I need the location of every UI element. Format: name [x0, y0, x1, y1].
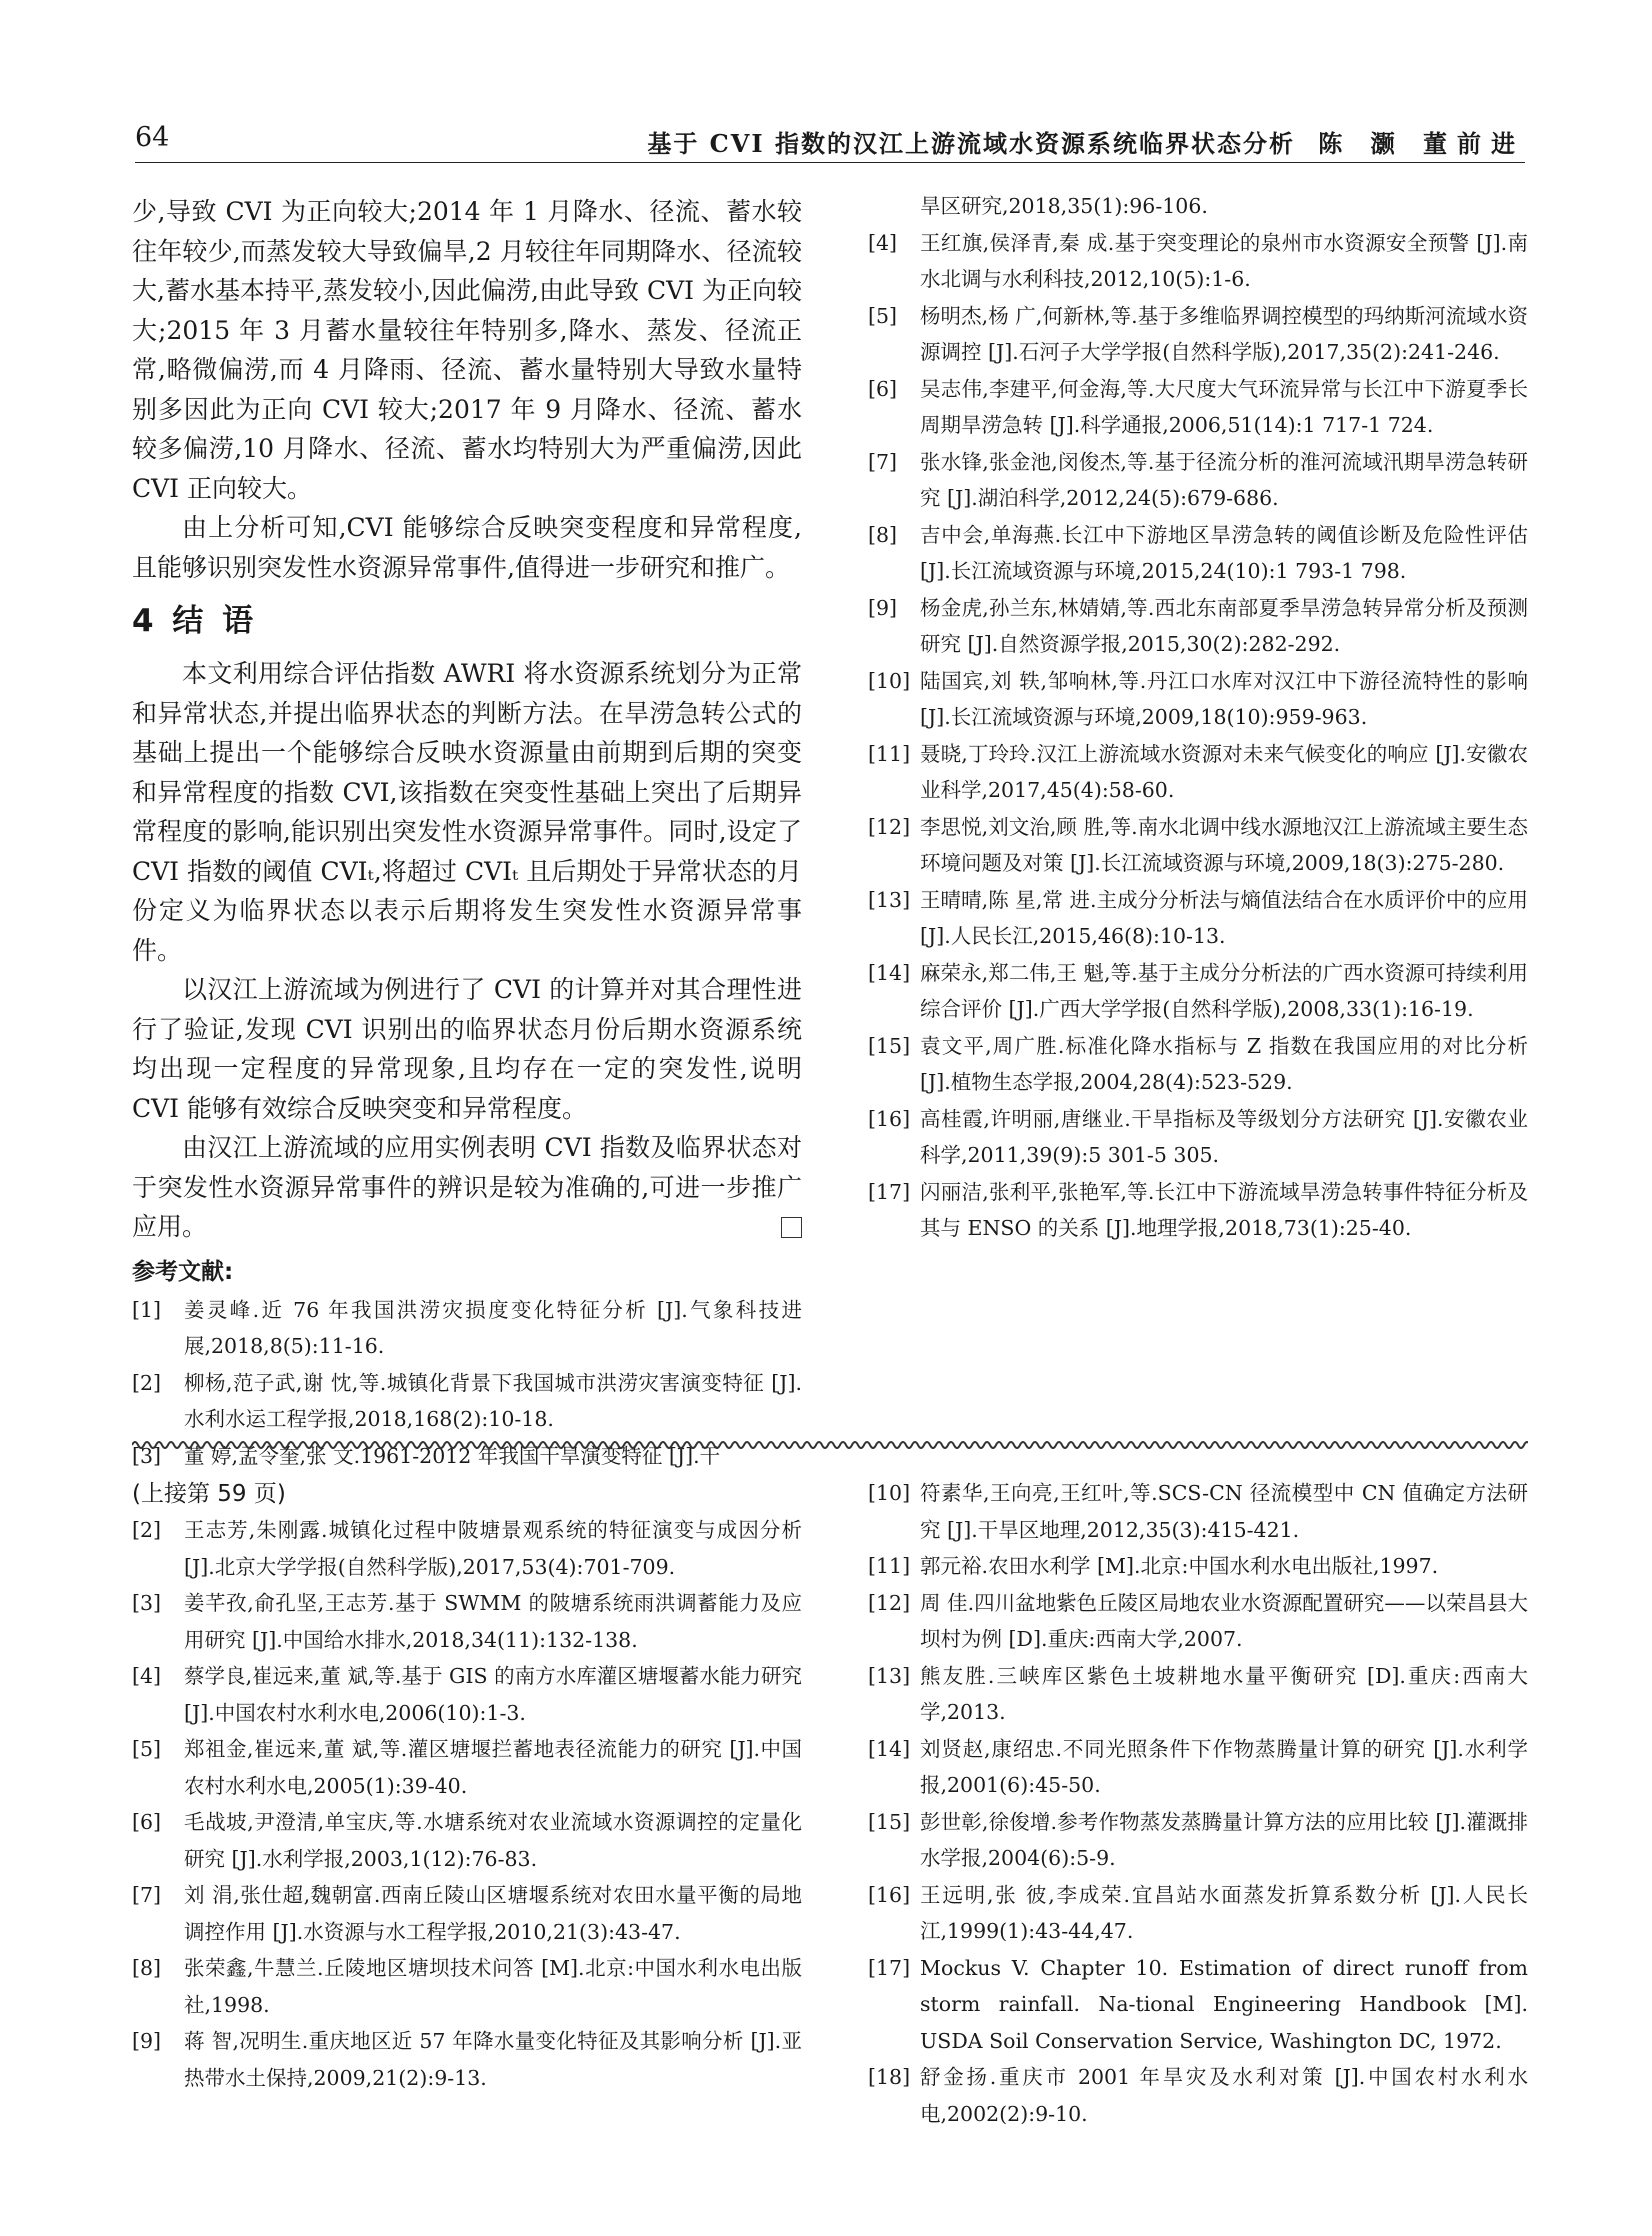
body-paragraph — [132, 1128, 802, 1247]
continuation-left-column — [132, 1475, 802, 2096]
reference-text: 王志芳,朱刚露.城镇化过程中陂塘景观系统的特征演变与成因分析 [J].北京大学学报(自然科学版),2017,53(4):701-709. — [184, 1518, 802, 1579]
reference-number: [9] — [868, 595, 898, 620]
reference-text: 聂晓,丁玲玲.汉江上游流域水资源对未来气候变化的响应 [J].安徽农业科学,2017,45(4):58-60. — [920, 741, 1528, 802]
body-paragraph: 以汉江上游流域为例进行了 CVI 的计算并对其合理性进行了验证,发现 CVI 识别出的临界状态月份后期水资源系统均出现一定程度的异常现象,且均存在一定的突发性,说明 CVI 能够有效综合反映突变和异常程度。 — [132, 975, 802, 1123]
reference-number: [17] — [868, 1179, 911, 1204]
reference-number: [11] — [868, 1554, 911, 1578]
reference-text: 毛战坡,尹澄清,单宝庆,等.水塘系统对农业流域水资源调控的定量化研究 [J].水利学报,2003,1(12):76-83. — [184, 1810, 802, 1871]
references-list — [132, 1512, 802, 2096]
page-number: 64 — [135, 122, 170, 153]
reference-text: 姜灵峰.近 76 年我国洪涝灾损度变化特征分析 [J].气象科技进展,2018,8(5):11-16. — [184, 1297, 802, 1358]
reference-text: 董 婷,孟令奎,张 文.1961-2012 年我国干旱演变特征 [J].干 — [184, 1443, 721, 1468]
reference-text: 杨明杰,杨 广,何新林,等.基于多维临界调控模型的玛纳斯河流域水资源调控 [J].石河子大学学报(自然科学版),2017,35(2):241-246. — [920, 303, 1528, 364]
reference-number: [15] — [868, 1033, 911, 1058]
body-paragraph: 由上分析可知,CVI 能够综合反映突变程度和异常程度,且能够识别突发性水资源异常事件,值得进一步研究和推广。 — [132, 513, 802, 582]
section-title: 4 结 语 — [132, 603, 258, 639]
reference-item — [868, 1731, 1528, 1804]
continuation-right-column — [868, 1475, 1528, 2132]
reference-number: [2] — [132, 1370, 162, 1395]
reference-number: [15] — [868, 1809, 911, 1834]
reference-text: 吴志伟,李建平,何金海,等.大尺度大气环流异常与长江中下游夏季长周期旱涝急转 [J].科学通报,2006,51(14):1 717-1 724. — [920, 376, 1528, 437]
reference-number: [10] — [868, 668, 911, 693]
reference-text: 郑祖金,崔远来,董 斌,等.灌区塘堰拦蓄地表径流能力的研究 [J].中国农村水利水电,2005(1):39-40. — [184, 1737, 802, 1798]
reference-item — [868, 1804, 1528, 1877]
body-paragraph-text: 由汉江上游流域的应用实例表明 CVI 指数及临界状态对于突发性水资源异常事件的辨识是较为准确的,可进一步推广应用。 — [132, 1133, 802, 1241]
reference-text: 杨金虎,孙兰东,林婧婧,等.西北东南部夏季旱涝急转异常分析及预测研究 [J].自然资源学报,2015,30(2):282-292. — [920, 595, 1528, 656]
reference-item — [868, 1585, 1528, 1658]
reference-item — [868, 1174, 1528, 1247]
running-title: 基于 CVI 指数的汉江上游流域水资源系统临界状态分析 — [647, 129, 1295, 158]
reference-item — [868, 1658, 1528, 1731]
wavy-divider — [132, 1436, 1528, 1454]
continuation-title: (上接第 59 页) — [132, 1481, 286, 1507]
reference-item — [868, 736, 1528, 809]
reference-item — [132, 1585, 802, 1658]
reference-item — [132, 2023, 802, 2096]
reference-text: 蔡学良,崔远来,董 斌,等.基于 GIS 的南方水库灌区塘堰蓄水能力研究 [J].中国农村水利水电,2006(10):1-3. — [184, 1664, 802, 1725]
reference-item — [868, 188, 1528, 225]
reference-text: 李思悦,刘文治,顾 胜,等.南水北调中线水源地汉江上游流域主要生态环境问题及对策 [J].长江流域资源与环境,2009,18(3):275-280. — [920, 814, 1528, 875]
references-list — [868, 188, 1528, 1247]
reference-number: [3] — [132, 1443, 162, 1468]
reference-text: 闪丽洁,张利平,张艳军,等.长江中下游流域旱涝急转事件特征分析及其与 ENSO 的关系 [J].地理学报,2018,73(1):25-40. — [920, 1179, 1528, 1240]
reference-text: 麻荣永,郑二伟,王 魁,等.基于主成分分析法的广西水资源可持续利用综合评价 [J].广西大学学报(自然科学版),2008,33(1):16-19. — [920, 960, 1528, 1021]
reference-number: [4] — [132, 1664, 162, 1688]
reference-item — [132, 1365, 802, 1438]
end-of-article-mark — [781, 1217, 802, 1238]
reference-item — [868, 1028, 1528, 1101]
reference-text: 旱区研究,2018,35(1):96-106. — [920, 194, 1208, 218]
reference-item — [868, 2059, 1528, 2132]
reference-text: 熊友胜.三峡库区紫色土坡耕地水量平衡研究 [D].重庆:西南大学,2013. — [920, 1663, 1528, 1724]
reference-text: 蒋 智,况明生.重庆地区近 57 年降水量变化特征及其影响分析 [J].亚热带水土保持,2009,21(2):9-13. — [184, 2029, 802, 2090]
reference-text: 吉中会,单海燕.长江中下游地区旱涝急转的阈值诊断及危险性评估 [J].长江流域资源与环境,2015,24(10):1 793-1 798. — [920, 522, 1528, 583]
reference-number: [14] — [868, 1736, 911, 1761]
reference-number: [16] — [868, 1882, 911, 1907]
reference-text: 舒金扬.重庆市 2001 年旱灾及水利对策 [J].中国农村水利水电,2002(2):9-10. — [920, 2065, 1528, 2126]
reference-text: 刘 涓,张仕超,魏朝富.西南丘陵山区塘堰系统对农田水量平衡的局地调控作用 [J].水资源与水工程学报,2010,21(3):43-47. — [184, 1883, 802, 1944]
reference-number: [6] — [132, 1810, 162, 1834]
reference-item — [868, 1950, 1528, 2060]
reference-text: 张水锋,张金池,闵俊杰,等.基于径流分析的淮河流域汛期旱涝急转研究 [J].湖泊科学,2012,24(5):679-686. — [920, 449, 1528, 510]
reference-text: 王红旗,侯泽青,秦 成.基于突变理论的泉州市水资源安全预警 [J].南水北调与水利科技,2012,10(5):1-6. — [920, 230, 1528, 291]
reference-item — [868, 882, 1528, 955]
left-column — [132, 192, 802, 1474]
reference-number: [6] — [868, 376, 898, 401]
reference-number: [11] — [868, 741, 911, 766]
reference-number: [7] — [868, 449, 898, 474]
reference-item — [868, 298, 1528, 371]
reference-text: 柳杨,范子武,谢 忱,等.城镇化背景下我国城市洪涝灾害演变特征 [J].水利水运工程学报,2018,168(2):10-18. — [184, 1370, 802, 1431]
reference-item — [132, 1877, 802, 1950]
reference-item — [868, 1877, 1528, 1950]
reference-number: [9] — [132, 2029, 162, 2053]
reference-text: 郭元裕.农田水利学 [M].北京:中国水利水电出版社,1997. — [920, 1554, 1439, 1578]
reference-number: [16] — [868, 1106, 911, 1131]
reference-number: [10] — [868, 1481, 911, 1505]
reference-number: [8] — [868, 522, 898, 547]
reference-number: [12] — [868, 1590, 911, 1615]
reference-text: 王晴晴,陈 星,常 进.主成分分析法与熵值法结合在水质评价中的应用 [J].人民长江,2015,46(8):10-13. — [920, 887, 1528, 948]
reference-number: [2] — [132, 1518, 162, 1542]
reference-number — [868, 188, 920, 225]
reference-text: 彭世彰,徐俊增.参考作物蒸发蒸腾量计算方法的应用比较 [J].灌溉排水学报,2004(6):5-9. — [920, 1809, 1528, 1870]
reference-item — [868, 225, 1528, 298]
reference-text: 张荣鑫,牛慧兰.丘陵地区塘坝技术问答 [M].北京:中国水利水电出版社,1998. — [184, 1956, 802, 2017]
reference-item — [132, 1804, 802, 1877]
reference-number: [4] — [868, 230, 898, 255]
references-list — [868, 1475, 1528, 2132]
reference-item — [868, 371, 1528, 444]
reference-text: 刘贤赵,康绍忠.不同光照条件下作物蒸腾量计算的研究 [J].水利学报,2001(6):45-50. — [920, 1736, 1528, 1797]
reference-item — [868, 1101, 1528, 1174]
body-paragraph: 少,导致 CVI 为正向较大;2014 年 1 月降水、径流、蓄水较往年较少,而蒸发较大导致偏旱,2 月较往年同期降水、径流较大,蓄水基本持平,蒸发较小,因此偏涝,由此导致 CVI 为正向较大;2015 年 3 月蓄水量较往年特别多,降水、蒸发、径流正常,略微偏涝,而 4 月降雨、径流、蓄水量特别大导致水量特别多因此为正向 CVI 较大;2017 年 9 月降水、径流、蓄水较多偏涝,10 月降水、径流、蓄水均特别大为严重偏涝,因此 CVI 正向较大。 — [132, 197, 802, 503]
reference-item — [132, 1950, 802, 2023]
reference-number: [18] — [868, 2065, 911, 2089]
reference-item — [868, 955, 1528, 1028]
reference-item — [132, 1731, 802, 1804]
reference-text: 周 佳.四川盆地紫色丘陵区局地农业水资源配置研究——以荣昌县大坝村为例 [D].重庆:西南大学,2007. — [920, 1590, 1528, 1651]
reference-text: 陆国宾,刘 轶,邹响林,等.丹江口水库对汉江中下游径流特性的影响 [J].长江流域资源与环境,2009,18(10):959-963. — [920, 668, 1528, 729]
reference-text: 符素华,王向亮,王红叶,等.SCS-CN 径流模型中 CN 值确定方法研究 [J].干旱区地理,2012,35(3):415-421. — [920, 1481, 1528, 1542]
reference-number: [13] — [868, 887, 911, 912]
page-header — [135, 112, 1525, 163]
reference-number: [12] — [868, 814, 911, 839]
reference-number: [13] — [868, 1663, 911, 1688]
right-column — [868, 188, 1528, 1247]
reference-number: [1] — [132, 1297, 162, 1322]
reference-text: 高桂霞,许明丽,唐继业.干旱指标及等级划分方法研究 [J].安徽农业科学,2011,39(9):5 301-5 305. — [920, 1106, 1528, 1167]
reference-text: 姜芊孜,俞孔坚,王志芳.基于 SWMM 的陂塘系统雨洪调蓄能力及应用研究 [J].中国给水排水,2018,34(11):132-138. — [184, 1591, 802, 1652]
reference-text: Mockus V. Chapter 10. Estimation of direct runoff from storm rainfall. Na-tional Engineering Handbook [M]. USDA Soil Conservation Service, Washington DC, 1972. — [920, 1955, 1528, 2053]
reference-item — [132, 1292, 802, 1365]
reference-number: [3] — [132, 1591, 162, 1615]
reference-number: [17] — [868, 1955, 911, 1980]
body-paragraph: 本文利用综合评估指数 AWRI 将水资源系统划分为正常和异常状态,并提出临界状态的判断方法。在旱涝急转公式的基础上提出一个能够综合反映水资源量由前期到后期的突变和异常程度的指数 CVI,该指数在突变性基础上突出了后期异常程度的影响,能识别出突发性水资源异常事件。同时,设定了 CVI 指数的阈值 CVIₜ,将超过 CVIₜ 且后期处于异常状态的月份定义为临界状态以表示后期将发生突发性水资源异常事件。 — [132, 659, 802, 965]
reference-item — [132, 1512, 802, 1585]
reference-text: 袁文平,周广胜.标准化降水指标与 Z 指数在我国应用的对比分析 [J].植物生态学报,2004,28(4):523-529. — [920, 1033, 1528, 1094]
reference-number: [8] — [132, 1956, 162, 1980]
reference-number: [5] — [132, 1737, 162, 1761]
reference-item — [868, 663, 1528, 736]
reference-item — [868, 1548, 1528, 1585]
reference-item — [868, 1475, 1528, 1548]
reference-number: [5] — [868, 303, 898, 328]
reference-item — [868, 809, 1528, 882]
reference-item — [868, 590, 1528, 663]
reference-text: 王远明,张 彼,李成荣.宜昌站水面蒸发折算系数分析 [J].人民长江,1999(1):43-44,47. — [920, 1882, 1528, 1943]
running-authors: 陈 灏 董前进 — [1318, 129, 1525, 158]
reference-item — [868, 444, 1528, 517]
reference-item — [132, 1658, 802, 1731]
reference-number: [7] — [132, 1883, 162, 1907]
reference-item — [868, 517, 1528, 590]
references-title: 参考文献: — [132, 1258, 234, 1285]
reference-number: [14] — [868, 960, 911, 985]
